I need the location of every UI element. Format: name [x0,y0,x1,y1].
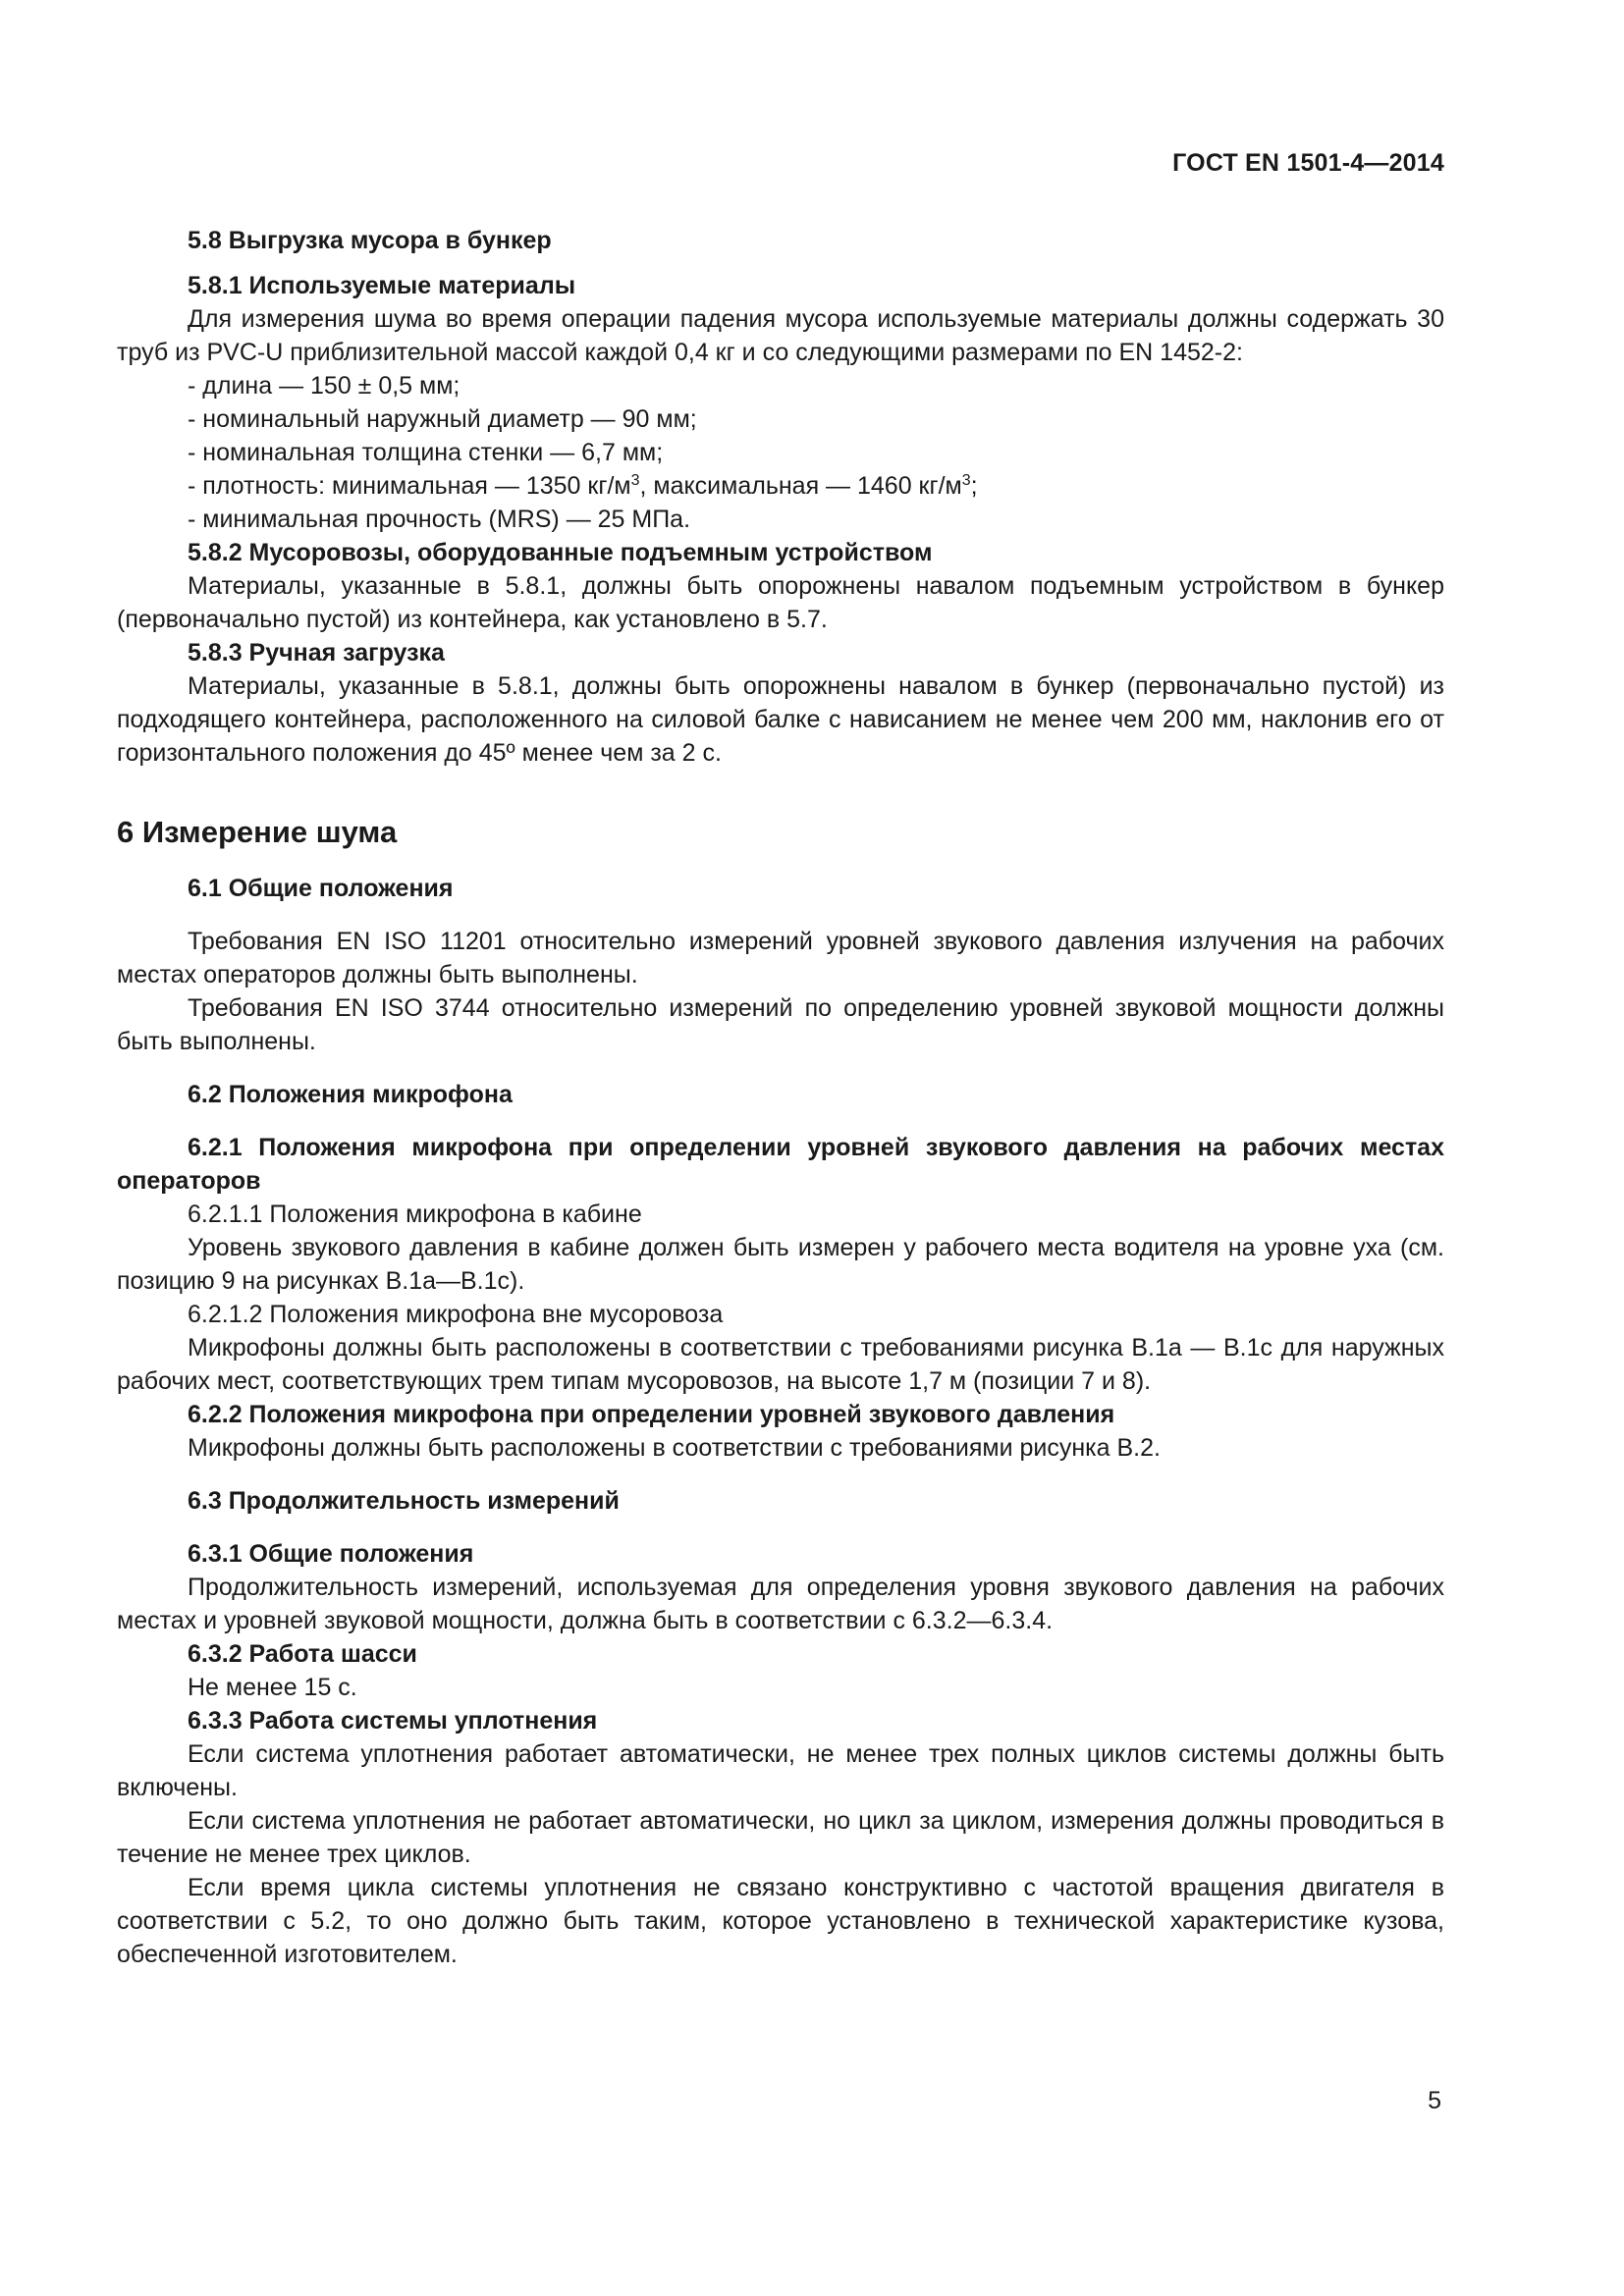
section-6-2-title: 6.2 Положения микрофона [188,1081,513,1108]
list-item-length: - длина — 150 ± 0,5 мм; [188,372,460,400]
section-6-3-3-paragraph-3: Если время цикла системы уплотнения не связано конструктивно с частотой вращения двигателя в соответствии с 5.2, то оно должно быть таким, которое установлено в технической характеристике кузова, обеспеченной изготовителем. [117,1874,1444,1968]
section-6-3-2-title: 6.3.2 Работа шасси [188,1640,417,1668]
section-5-8-2-title: 5.8.2 Мусоровозы, оборудованные подъемным устройством [188,539,933,566]
section-6-2-2-title: 6.2.2 Положения микрофона при определении уровней звукового давления [188,1401,1115,1428]
list-item-density: - плотность: минимальная — 1350 $кг/м^3$, максимальная — 1460 $кг/м^3$; [188,472,978,500]
section-6-2-2-text: Микрофоны должны быть расположены в соответствии с требованиями рисунка В.2. [188,1434,1161,1462]
section-6-2-1-title: 6.2.1 Положения микрофона при определении уровней звукового давления на рабочих местах операторов [117,1134,1444,1195]
section-6-3-3-paragraph-2: Если система уплотнения не работает автоматически, но цикл за циклом, измерения должны проводиться в течение не менее трех циклов. [117,1807,1444,1868]
list-item-strength: - минимальная прочность (MRS) — 25 МПа. [188,506,691,533]
section-6-2-1-1-title: 6.2.1.1 Положения микрофона в кабине [188,1201,642,1228]
section-6-2-1-2-title: 6.2.1.2 Положения микрофона вне мусоровоза [188,1301,724,1328]
list-item-diameter: - номинальный наружный диаметр — 90 мм; [188,405,697,433]
section-6-3-3-paragraph-1: Если система уплотнения работает автоматически, не менее трех полных циклов системы должны быть включены. [117,1740,1444,1801]
section-5-8-2-text: Материалы, указанные в 5.8.1, должны быть опорожнены навалом подъемным устройством в бункер (первоначально пустой) из контейнера, как установлено в 5.7. [117,572,1444,633]
section-6-2-1-1-text: Уровень звукового давления в кабине должен быть измерен у рабочего места водителя на уровне уха (см. позицию 9 на рисунках В.1а—В.1с). [117,1234,1444,1295]
section-5-8-3-title: 5.8.3 Ручная загрузка [188,639,445,667]
section-6-3-1-text: Продолжительность измерений, используемая для определения уровня звукового давления на рабочих местах и уровней звуковой мощности, должна быть в соответствии с 6.3.2—6.3.4. [117,1574,1444,1634]
section-6-1-paragraph-1: Требования EN ISO 11201 относительно измерений уровней звукового давления излучения на рабочих местах операторов должны быть выполнены. [117,928,1444,988]
section-6-3-2-text: Не менее 15 с. [188,1674,357,1701]
section-6-3-3-title: 6.3.3 Работа системы уплотнения [188,1707,598,1735]
list-item-wall-thickness: - номинальная толщина стенки — 6,7 мм; [188,439,664,466]
page-number: 5 [1428,2087,1441,2114]
section-6-title: 6 Измерение шума [117,815,398,849]
section-5-8-1-intro: Для измерения шума во время операции падения мусора используемые материалы должны содержать 30 труб из PVC-U приблизительной массой каждой 0,4 кг и со следующими размерами по EN 1452-2: [117,305,1444,366]
section-6-1-title: 6.1 Общие положения [188,875,454,902]
section-6-3-1-title: 6.3.1 Общие положения [188,1540,474,1568]
section-6-1-paragraph-2: Требования EN ISO 3744 относительно измерений по определению уровней звуковой мощности должны быть выполнены. [117,994,1444,1055]
document-body [117,224,1444,1971]
document-code: ГОСТ EN 1501-4—2014 [1172,149,1444,177]
section-5-8-title: 5.8 Выгрузка мусора в бункер [188,227,552,254]
section-5-8-1-title: 5.8.1 Используемые материалы [188,272,576,299]
section-6-2-1-2-text: Микрофоны должны быть расположены в соответствии с требованиями рисунка В.1а — В.1с для наружных рабочих мест, соответствующих трем типам мусоровозов, на высоте 1,7 м (позиции 7 и 8). [117,1334,1444,1395]
section-6-3-title: 6.3 Продолжительность измерений [188,1487,620,1515]
section-5-8-3-text: Материалы, указанные в 5.8.1, должны быть опорожнены навалом в бункер (первоначально пустой) из подходящего контейнера, расположенного на силовой балке с нависанием не менее чем 200 мм, наклонив его от горизонтального положения до 45º менее чем за 2 с. [117,672,1444,767]
